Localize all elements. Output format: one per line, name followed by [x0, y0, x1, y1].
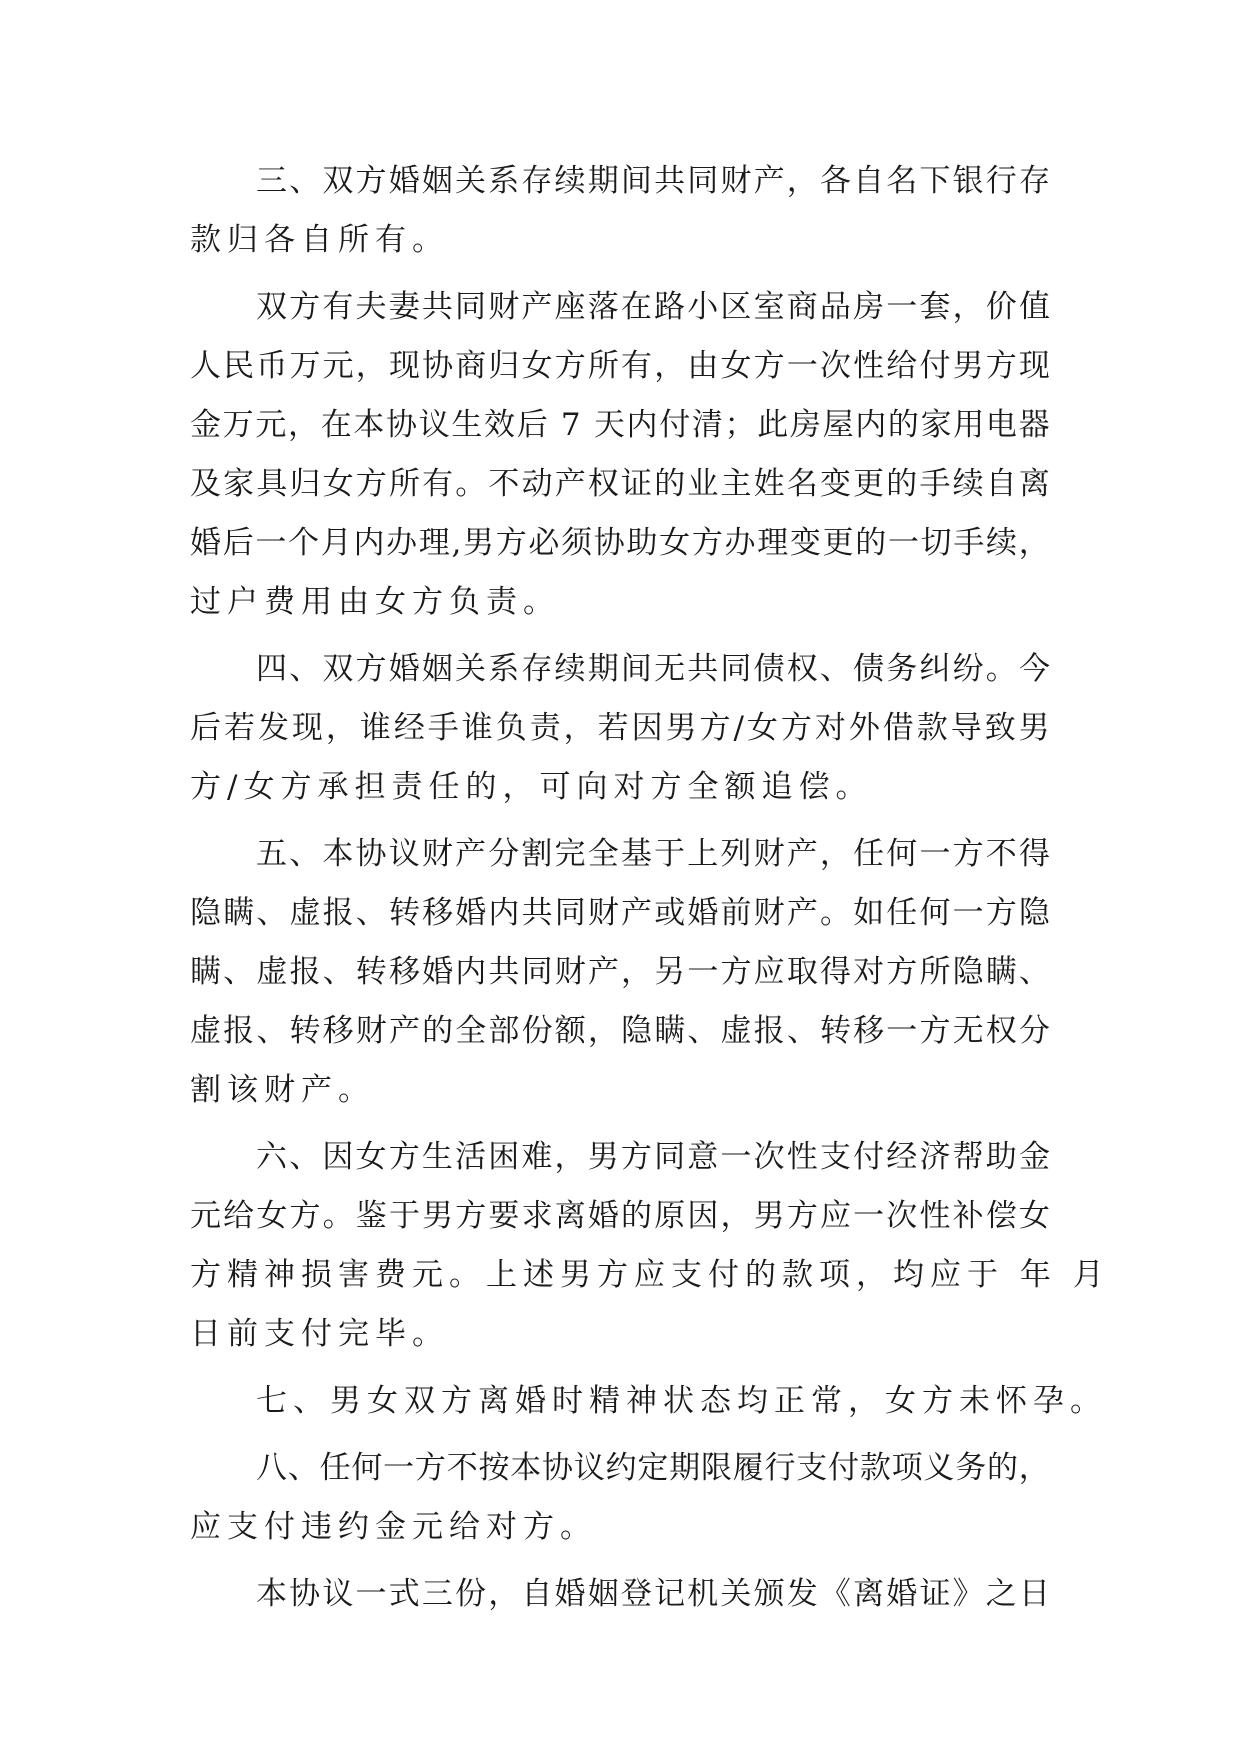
text-line: 割该财产。: [190, 1072, 375, 1108]
text-line: 隐 瞒 、 虚 报 、 转 移 婚 内 共 同 财 产 或 婚 前 财 产 。 如 任 何 一 方 隐: [190, 895, 1050, 931]
text-line: 人 民 币 万 元 ， 现 协 商 归 女 方 所 有 ， 由 女 方 一 次 性 给 付 男 方 现: [190, 348, 1050, 384]
text-line: 方精神损害费元。上述男方应支付的款项，均应于 年 月: [190, 1257, 1110, 1293]
text-line: 过户费用由女方负责。: [190, 584, 560, 620]
text-line: 瞒 、 虚 报 、 转 移 婚 内 共 同 财 产 ， 另 一 方 应 取 得 对 方 所 隐 瞒 、: [190, 954, 1050, 990]
text-line: 八 、 任 何 一 方 不 按 本 协 议 约 定 期 限 履 行 支 付 款 项 义 务 的 ，: [256, 1450, 1050, 1486]
paragraph-article-4: [190, 640, 1050, 817]
text-line: 双 方 有 夫 妻 共 同 财 产 座 落 在 路 小 区 室 商 品 房 一 套 ， 价 值: [256, 289, 1050, 325]
text-line: 方/女方承担责任的，可向对方全额追偿。: [190, 769, 873, 805]
paragraph-article-6: [190, 1128, 1110, 1364]
text-line: 款归各自所有。: [190, 222, 449, 258]
paragraph-article-3: [190, 152, 1050, 270]
paragraph-property: [190, 278, 1050, 632]
text-line: 七、男女双方离婚时精神状态均正常，女方未怀孕。: [256, 1383, 1107, 1419]
paragraph-article-8: [190, 1439, 1050, 1557]
paragraph-article-7: [190, 1372, 1107, 1431]
text-line: 四 、 双 方 婚 姻 关 系 存 续 期 间 无 共 同 债 权 、 债 务 纠 纷 。 今: [256, 651, 1050, 687]
text-line: 及 家 具 归 女 方 所 有 。 不 动 产 权 证 的 业 主 姓 名 变 更 的 手 续 自 离: [190, 466, 1050, 502]
document-body: [190, 152, 1110, 1624]
paragraph-copies: [190, 1565, 1050, 1624]
text-line: 婚 后 一 个 月 内 办 理 , 男 方 必 须 协 助 女 方 办 理 变 更 的 一 切 手 续 ，: [190, 525, 1050, 561]
text-line: 虚 报 、 转 移 财 产 的 全 部 份 额 ， 隐 瞒 、 虚 报 、 转 移 一 方 无 权 分: [190, 1013, 1050, 1049]
text-line: 六 、 因 女 方 生 活 困 难 ， 男 方 同 意 一 次 性 支 付 经 济 帮 助 金: [256, 1139, 1050, 1175]
text-line: 本 协 议 一 式 三 份 ， 自 婚 姻 登 记 机 关 颁 发 《 离 婚 证 》 之 日: [256, 1576, 1050, 1612]
text-line: 元 给 女 方 。 鉴 于 男 方 要 求 离 婚 的 原 因 ， 男 方 应 一 次 性 补 偿 女: [190, 1198, 1050, 1234]
text-line: 后 若 发 现 ， 谁 经 手 谁 负 责 ， 若 因 男 方 / 女 方 对 外 借 款 导 致 男: [190, 710, 1050, 746]
paragraph-article-5: [190, 825, 1050, 1120]
text-line: 应支付违约金元给对方。: [190, 1509, 597, 1545]
text-line: 日前支付完毕。: [190, 1316, 449, 1352]
text-line: 金 万 元 ， 在 本 协 议 生 效 后 7 天 内 付 清 ； 此 房 屋 内 的 家 用 电 器: [190, 407, 1050, 443]
text-line: 三 、 双 方 婚 姻 关 系 存 续 期 间 共 同 财 产 ， 各 自 名 下 银 行 存: [256, 163, 1050, 199]
text-line: 五 、 本 协 议 财 产 分 割 完 全 基 于 上 列 财 产 ， 任 何 一 方 不 得: [256, 836, 1050, 872]
